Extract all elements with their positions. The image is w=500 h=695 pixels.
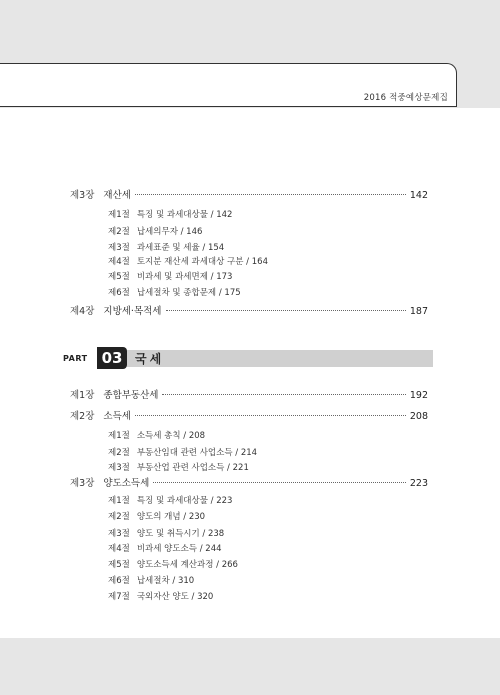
section-title: 납세절차 / 310 xyxy=(136,576,195,586)
section-title: 특징 및 과세대상물 / 223 xyxy=(136,496,233,506)
section-title: 특징 및 과세대상물 / 142 xyxy=(136,210,233,220)
dot-leader xyxy=(135,194,406,195)
part-number: 03 xyxy=(97,347,127,369)
dot-leader xyxy=(153,482,406,483)
section-number: 제5절 xyxy=(108,560,130,570)
dot-leader xyxy=(162,394,405,395)
toc-section-row xyxy=(108,271,232,283)
section-number: 제1절 xyxy=(108,496,130,506)
part-title: 국세 xyxy=(135,351,165,366)
chapter-number: 제3장 xyxy=(70,478,95,489)
toc-section-row xyxy=(108,528,224,540)
toc-section-row xyxy=(108,287,241,299)
section-title: 납세절차 및 종합문제 / 175 xyxy=(136,288,241,298)
section-title: 양도 및 취득시기 / 238 xyxy=(136,529,225,539)
chapter-number: 제1장 xyxy=(70,390,95,401)
section-title: 소득세 총칙 / 208 xyxy=(136,431,206,441)
running-head: 2016 적중예상문제집 xyxy=(363,93,448,103)
section-number: 제2절 xyxy=(108,448,130,458)
section-number: 제3절 xyxy=(108,243,130,253)
section-number: 제1절 xyxy=(108,431,130,441)
section-number: 제3절 xyxy=(108,463,130,473)
toc-section-row xyxy=(108,543,222,555)
chapter-page-number: 223 xyxy=(409,478,428,489)
section-title: 과세표준 및 세율 / 154 xyxy=(136,243,225,253)
part-title-bar xyxy=(127,350,433,367)
section-title: 양도소득세 계산과정 / 266 xyxy=(136,560,238,570)
chapter-title: 재산세 xyxy=(103,190,131,201)
toc-section-row xyxy=(108,256,268,268)
section-number: 제6절 xyxy=(108,576,130,586)
chapter-page-number: 187 xyxy=(409,306,428,317)
chapter-page-number: 192 xyxy=(409,390,428,401)
toc-section-row xyxy=(108,559,238,571)
toc-section-row xyxy=(108,495,232,507)
section-number: 제4절 xyxy=(108,544,130,554)
toc-section-row xyxy=(108,242,224,254)
toc-section-row xyxy=(108,447,257,459)
section-title: 부동산업 관련 사업소득 / 221 xyxy=(136,463,249,473)
chapter-title: 소득세 xyxy=(103,411,131,422)
chapter-page-number: 142 xyxy=(409,190,428,201)
section-title: 국외자산 양도 / 320 xyxy=(136,592,214,602)
section-number: 제7절 xyxy=(108,592,130,602)
chapter-number: 제3장 xyxy=(70,190,95,201)
chapter-number: 제4장 xyxy=(70,306,95,317)
dot-leader xyxy=(135,415,406,416)
part-label: PART xyxy=(63,353,88,363)
toc-chapter-row xyxy=(70,306,428,318)
section-number: 제3절 xyxy=(108,529,130,539)
toc-chapter-row xyxy=(70,190,428,202)
section-title: 토지분 재산세 과세대상 구분 / 164 xyxy=(136,257,268,267)
toc-chapter-row xyxy=(70,478,428,490)
part-banner xyxy=(63,347,433,369)
dot-leader xyxy=(166,310,406,311)
chapter-title: 양도소득세 xyxy=(103,478,150,489)
section-title: 양도의 개념 / 230 xyxy=(136,512,206,522)
section-number: 제4절 xyxy=(108,257,130,267)
section-number: 제5절 xyxy=(108,272,130,282)
toc-section-row xyxy=(108,226,202,238)
toc-chapter-row xyxy=(70,390,428,402)
section-title: 부동산임대 관련 사업소득 / 214 xyxy=(136,448,258,458)
toc-section-row xyxy=(108,591,213,603)
chapter-page-number: 208 xyxy=(409,411,428,422)
toc-section-row xyxy=(108,209,232,221)
toc-section-row xyxy=(108,430,205,442)
section-number: 제1절 xyxy=(108,210,130,220)
toc-section-row xyxy=(108,511,205,523)
section-title: 비과세 및 과세면제 / 173 xyxy=(136,272,233,282)
section-number: 제2절 xyxy=(108,227,130,237)
section-number: 제2절 xyxy=(108,512,130,522)
bottom-band xyxy=(0,638,500,695)
chapter-number: 제2장 xyxy=(70,411,95,422)
section-number: 제6절 xyxy=(108,288,130,298)
chapter-title: 종합부동산세 xyxy=(103,390,159,401)
section-title: 납세의무자 / 146 xyxy=(136,227,203,237)
toc-section-row xyxy=(108,575,194,587)
toc-section-row xyxy=(108,462,249,474)
chapter-title: 지방세·목적세 xyxy=(103,306,162,317)
toc-chapter-row xyxy=(70,411,428,423)
section-title: 비과세 양도소득 / 244 xyxy=(136,544,222,554)
